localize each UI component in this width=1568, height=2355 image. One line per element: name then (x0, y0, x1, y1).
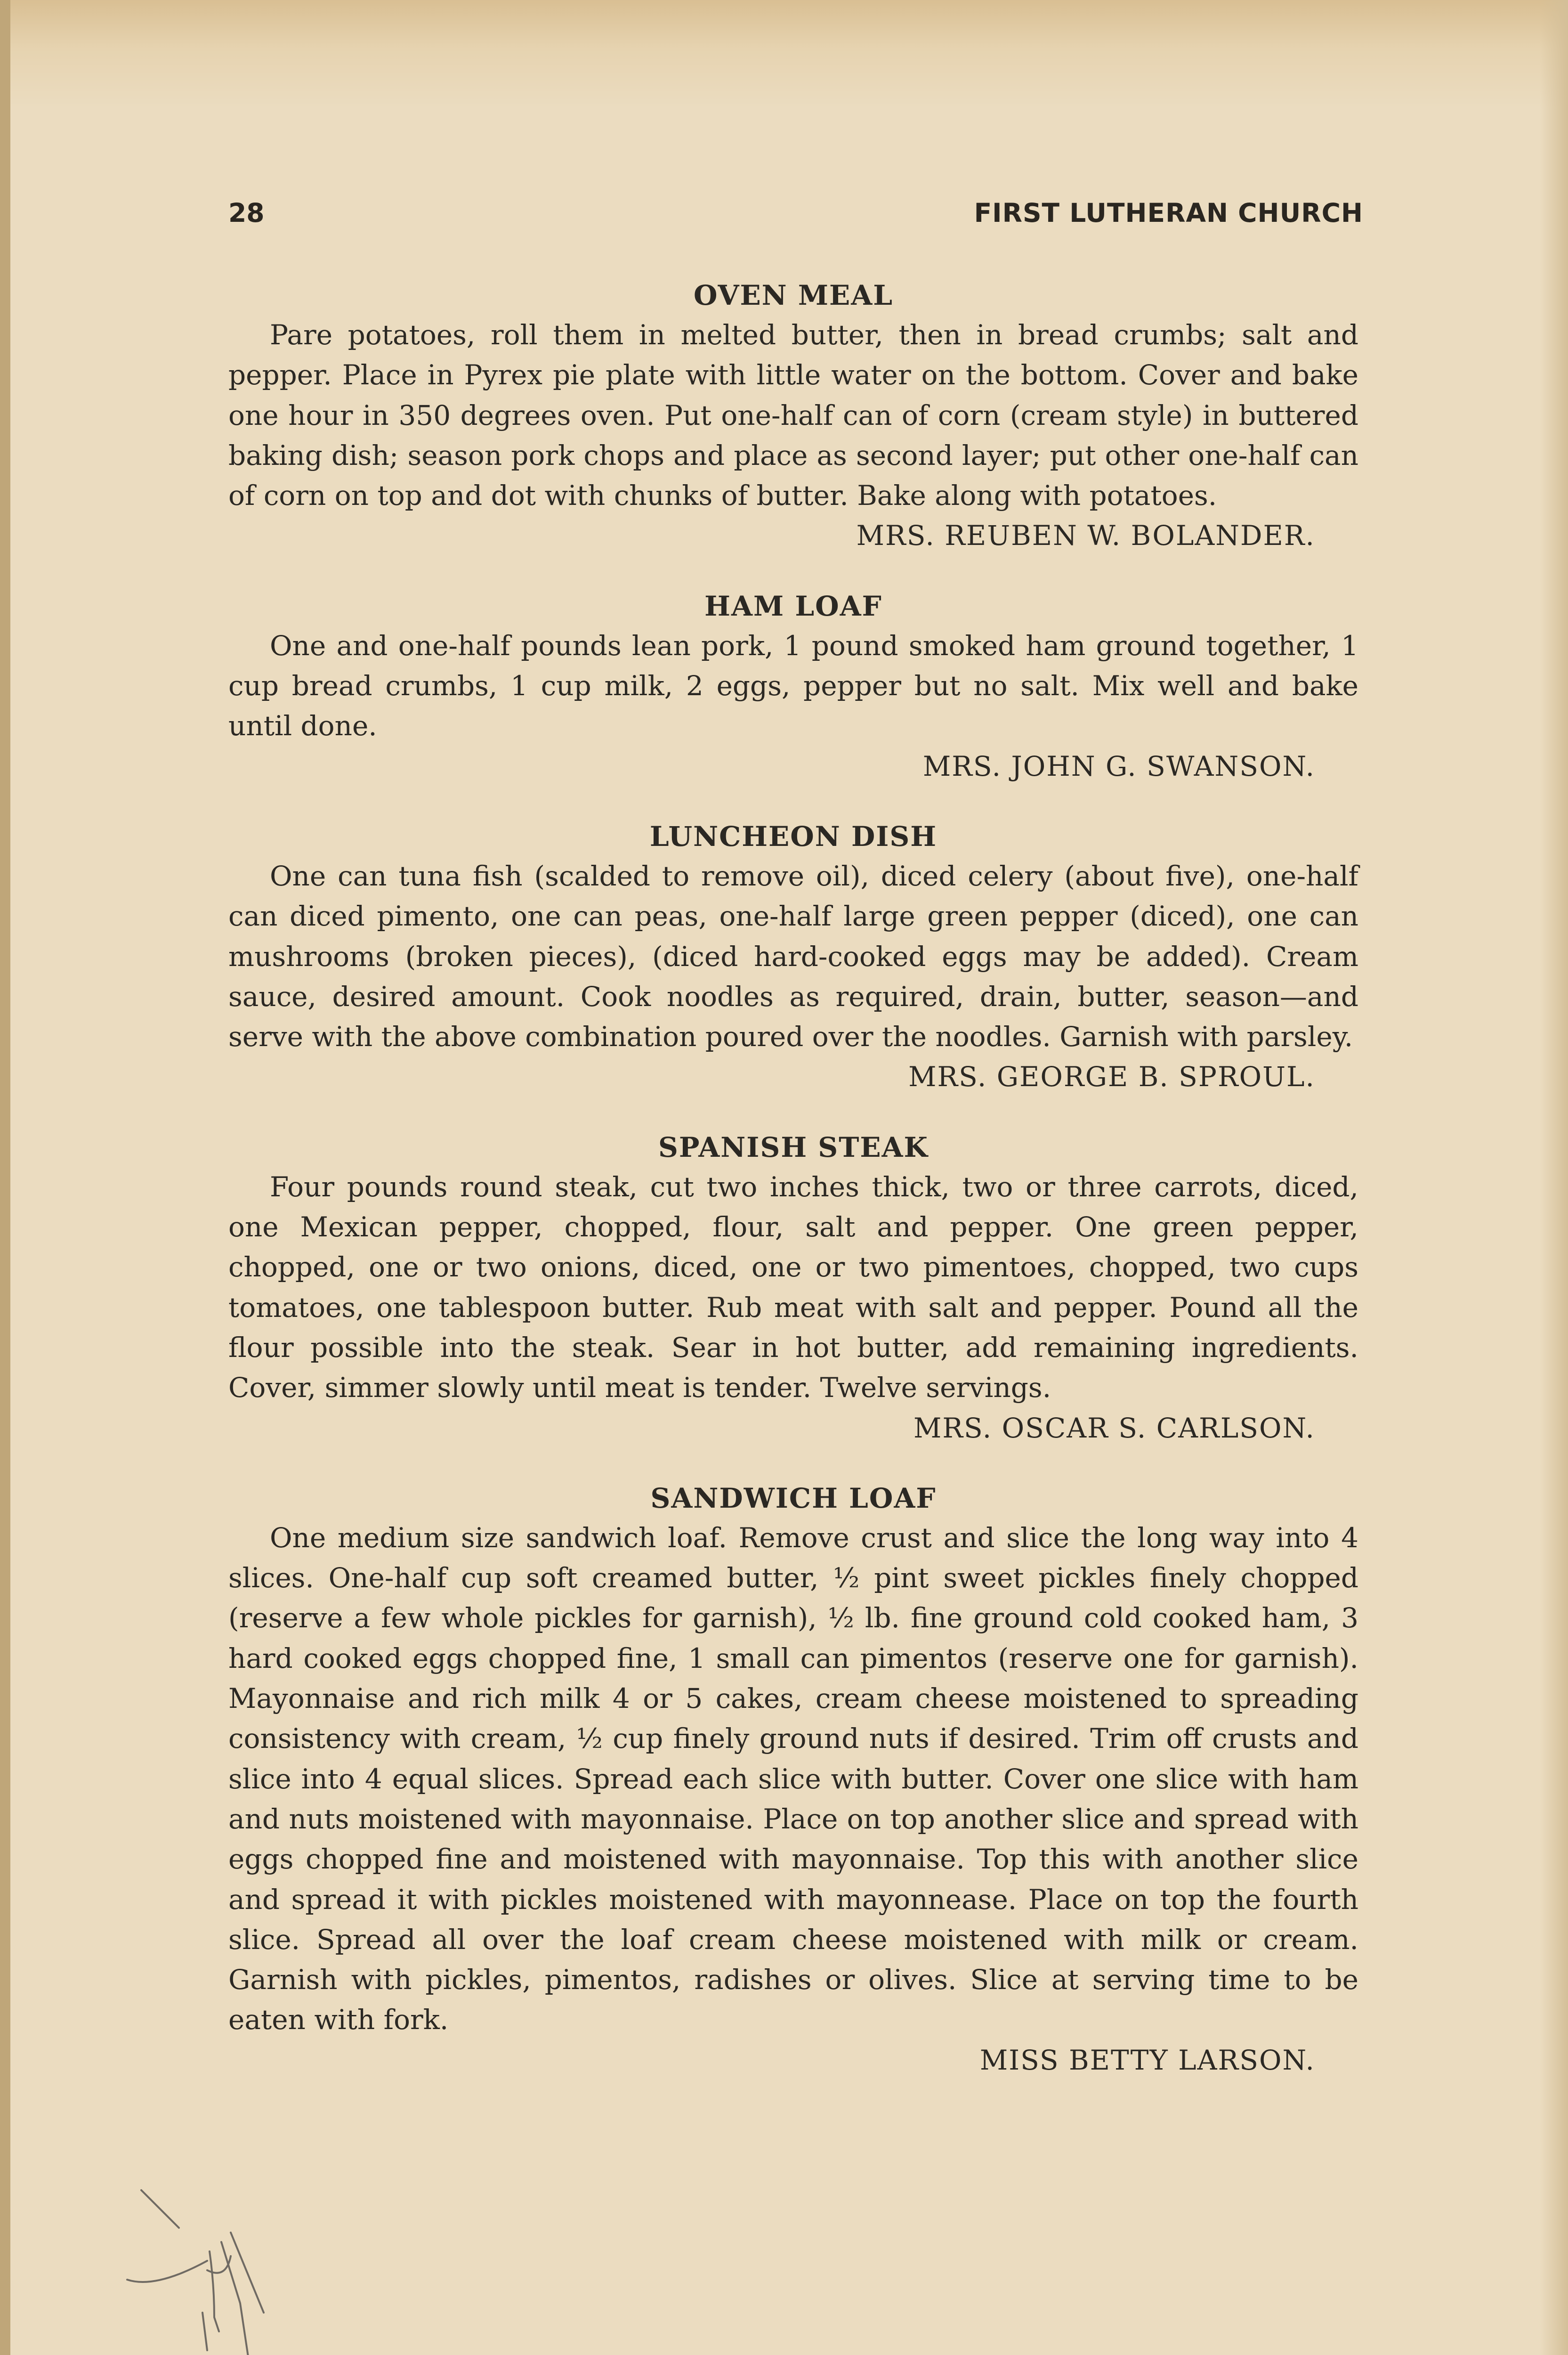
recipe-author: MRS. JOHN G. SWANSON. (922, 750, 1315, 782)
recipe-body: One and one-half pounds lean pork, 1 pound smoked ham ground together, 1 cup bread crumbs, 1 cup milk, 2 eggs, pepper but no salt. Mix well and bake until done. (228, 629, 1358, 742)
running-head (228, 198, 1363, 236)
recipe-title: SPANISH STEAK (658, 1131, 929, 1163)
recipe-spanish-steak (228, 1128, 1358, 1448)
recipe-body: Pare potatoes, roll them in melted butter, then in bread crumbs; salt and pepper. Place in Pyrex pie plate with little water on the bottom. Cover and bake one hour in 350 degrees oven. Put one-half can of corn (cream style) in buttered baking dish; season pork chops and place as second layer; put other one-half can of corn on top and dot with chunks of butter. Bake along with potatoes. (228, 319, 1358, 512)
running-title: FIRST LUTHERAN CHURCH (974, 198, 1363, 228)
pencil-scribble (113, 2162, 358, 2355)
recipe-title: OVEN MEAL (693, 279, 894, 311)
recipe-luncheon-dish (228, 817, 1358, 1097)
recipe-title: LUNCHEON DISH (649, 820, 938, 853)
page-number: 28 (228, 198, 265, 228)
recipe-title: HAM LOAF (704, 590, 882, 622)
recipe-author: MRS. GEORGE B. SPROUL. (908, 1061, 1315, 1093)
recipe-author: MRS. OSCAR S. CARLSON. (913, 1412, 1315, 1444)
recipe-body: Four pounds round steak, cut two inches thick, two or three carrots, diced, one Mexican pepper, chopped, flour, salt and pepper. One green pepper, chopped, one or two onions, diced, one or two pimentoes, chopped, two cups tomatoes, one tablespoon butter. Rub meat with salt and pepper. Pound all the flour possible into the steak. Sear in hot butter, add remaining ingredients. Cover, simmer slowly until meat is tender. Twelve servings. (228, 1170, 1358, 1404)
recipe-sandwich-loaf (228, 1478, 1358, 2080)
recipe-list (228, 276, 1358, 2111)
recipe-author: MISS BETTY LARSON. (979, 2044, 1315, 2076)
recipe-body: One medium size sandwich loaf. Remove crust and slice the long way into 4 slices. One-half cup soft creamed butter, ½ pint sweet pickles finely chopped (reserve a few whole pickles for garnish), ½ lb. fine ground cold cooked ham, 3 hard cooked eggs chopped fine, 1 small can pimentos (reserve one for garnish). Mayonnaise and rich milk 4 or 5 cakes, cream cheese moistened to spreading consistency with cream, ½ cup finely ground nuts if desired. Trim off crusts and slice into 4 equal slices. Spread each slice with butter. Cover one slice with ham and nuts moistened with mayonnaise. Place on top another slice and spread with eggs chopped fine and moistened with mayonnaise. Top this with another slice and spread it with pickles moistened with mayonnease. Place on top the fourth slice. Spread all over the loaf cream cheese moistened with milk or cream. Garnish with pickles, pimentos, radishes or olives. Slice at serving time to be eaten with fork. (228, 1521, 1358, 2036)
recipe-oven-meal (228, 276, 1358, 556)
recipe-author: MRS. REUBEN W. BOLANDER. (856, 520, 1315, 552)
recipe-title: SANDWICH LOAF (650, 1482, 937, 1514)
page-stain (10, 0, 1568, 108)
recipe-ham-loaf (228, 586, 1358, 787)
recipe-body: One can tuna fish (scalded to remove oil), diced celery (about five), one-half can diced pimento, one can peas, one-half large green pepper (diced), one can mushrooms (broken pieces), (diced hard-cooked eggs may be added). Cream sauce, desired amount. Cook noodles as required, drain, butter, season—and serve with the above combination poured over the noodles. Garnish with parsley. (228, 860, 1358, 1053)
page-edge-shadow (1540, 0, 1568, 2355)
